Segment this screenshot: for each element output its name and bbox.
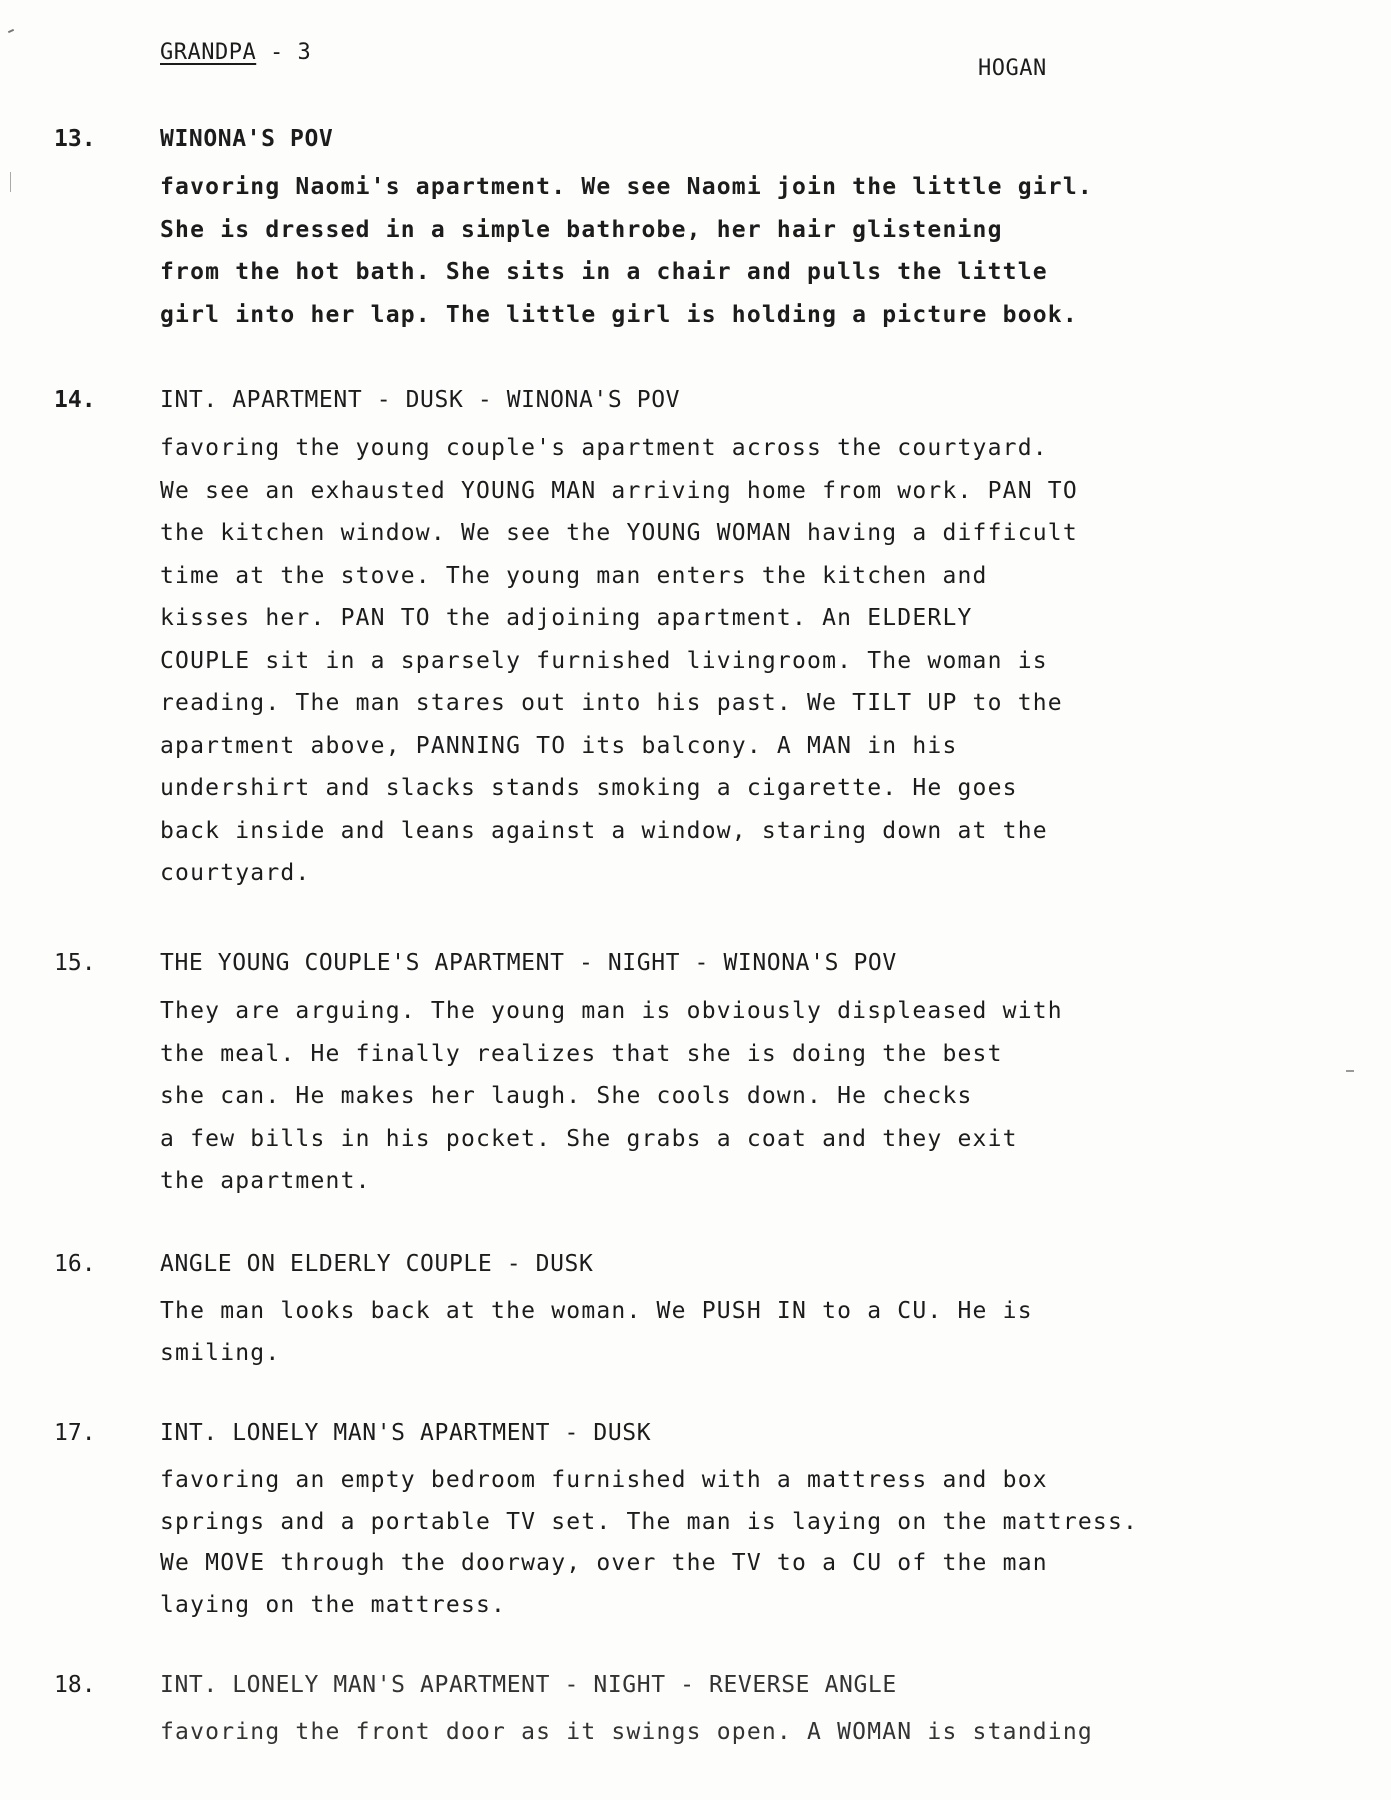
scan-speck <box>8 29 14 33</box>
scene-heading: INT. LONELY MAN'S APARTMENT - DUSK <box>160 1420 652 1446</box>
scene-number: 18. <box>54 1672 96 1698</box>
page-header <box>160 40 311 65</box>
scene-heading: INT. LONELY MAN'S APARTMENT - NIGHT - REVERSE ANGLE <box>160 1672 897 1698</box>
scene-heading: THE YOUNG COUPLE'S APARTMENT - NIGHT - WINONA'S POV <box>160 950 897 976</box>
scene-number: 15. <box>54 950 96 976</box>
scene-heading: INT. APARTMENT - DUSK - WINONA'S POV <box>160 387 681 413</box>
scene-number: 16. <box>54 1251 96 1277</box>
scan-speck <box>1346 1070 1354 1072</box>
scene-heading: WINONA'S POV <box>160 126 334 152</box>
header-separator: - <box>269 40 284 65</box>
scan-speck <box>10 172 11 192</box>
scene-description: favoring the front door as it swings open. A WOMAN is standing <box>160 1719 1093 1745</box>
scene-description: favoring the young couple's apartment across the courtyard. We see an exhausted YOUNG MAN arriving home from work. PAN TO the kitchen window. We see the YOUNG WOMAN having a difficult time at the stove. The young man enters the kitchen and kisses her. PAN TO the adjoining apartment. An ELDERLY COUPLE sit in a sparsely furnished livingroom. The woman is reading. The man stares out into his past. We TILT UP to the apartment above, PANNING TO its balcony. A MAN in his undershirt and slacks stands smoking a cigarette. He goes back inside and leans against a window, staring down at the courtyard. <box>160 435 1078 886</box>
scene-description: They are arguing. The young man is obviously displeased with the meal. He finally realizes that she is doing the best she can. He makes her laugh. She cools down. He checks a few bills in his pocket. She grabs a coat and they exit the apartment. <box>160 998 1063 1194</box>
scene-number: 17. <box>54 1420 96 1446</box>
author-name: HOGAN <box>978 56 1047 81</box>
scene-description: favoring an empty bedroom furnished with a mattress and box springs and a portable TV set. The man is laying on the mattress. We MOVE through the doorway, over the TV to a CU of the man laying on the mattress. <box>160 1467 1139 1618</box>
scene-number: 13. <box>54 126 96 152</box>
scene-heading: ANGLE ON ELDERLY COUPLE - DUSK <box>160 1251 594 1277</box>
page-number: 3 <box>297 40 312 65</box>
script-title: GRANDPA <box>160 40 257 65</box>
scene-description: The man looks back at the woman. We PUSH IN to a CU. He is smiling. <box>160 1298 1033 1366</box>
scene-number: 14. <box>54 387 96 413</box>
scene-description: favoring Naomi's apartment. We see Naomi join the little girl. She is dressed in a simple bathrobe, her hair glistening from the hot bath. She sits in a chair and pulls the little girl into her lap. The little girl is holding a picture book. <box>160 174 1093 328</box>
